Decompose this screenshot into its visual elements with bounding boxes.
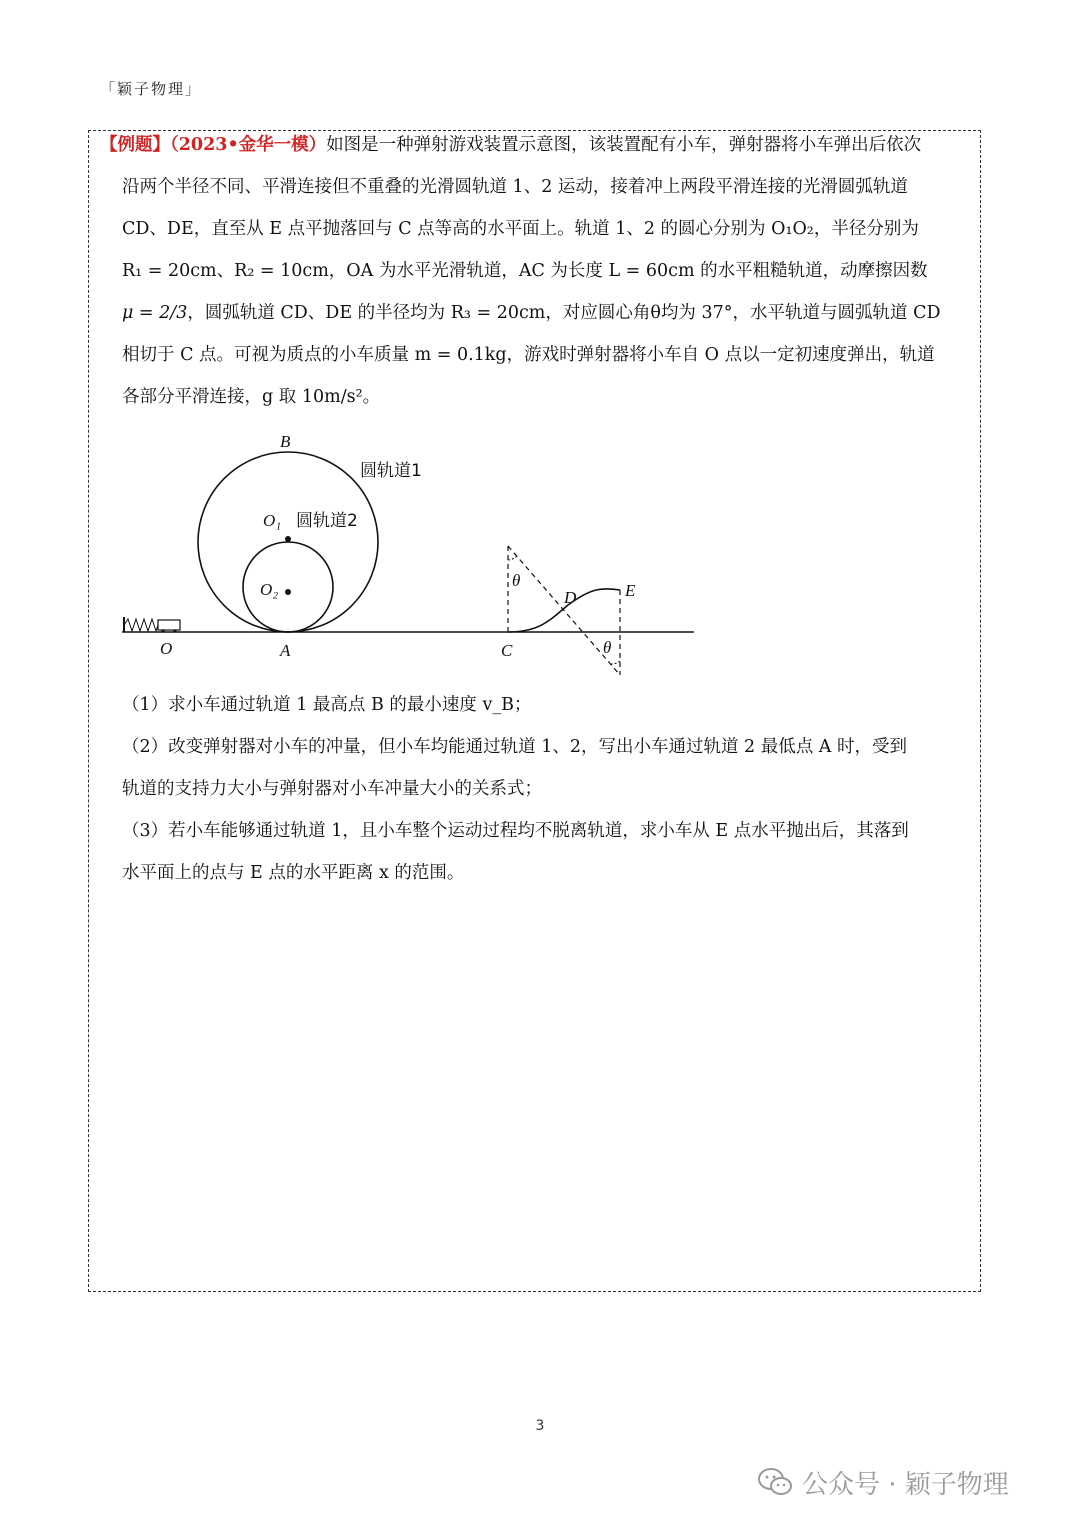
label-O: O bbox=[160, 639, 173, 658]
problem-line-1 bbox=[100, 124, 974, 166]
label-track-2: 圆轨道2 bbox=[296, 511, 358, 531]
problem-line-5 bbox=[122, 292, 974, 334]
spring-launcher bbox=[124, 617, 180, 633]
center-O2 bbox=[285, 589, 291, 595]
label-B: B bbox=[280, 432, 291, 451]
label-C: C bbox=[501, 641, 513, 660]
question-1: （1）求小车通过轨道 1 最高点 B 的最小速度 v_B； bbox=[122, 695, 532, 715]
page-number: 3 bbox=[535, 1418, 545, 1434]
watermark bbox=[758, 1462, 1009, 1502]
label-theta-bottom: θ bbox=[603, 638, 612, 657]
problem-intro: 如图是一种弹射游戏装置示意图，该装置配有小车，弹射器将小车弹出后依次 bbox=[326, 135, 922, 155]
question-3-line-2: 水平面上的点与 E 点的水平距离 x 的范围。 bbox=[122, 863, 465, 883]
watermark-text: 公众号 · 颖子物理 bbox=[802, 1469, 1009, 1500]
question-3-line-1: （3）若小车能够通过轨道 1，且小车整个运动过程均不脱离轨道，求小车从 E 点水平抛出后，其落到 bbox=[122, 821, 909, 841]
problem-text bbox=[100, 124, 974, 418]
question-2-line-1: （2）改变弹射器对小车的冲量，但小车均能通过轨道 1、2，写出小车通过轨道 2 最低点 A 时，受到 bbox=[122, 737, 907, 757]
label-D: D bbox=[564, 588, 577, 607]
label-E: E bbox=[625, 581, 636, 600]
label-theta-top: θ bbox=[512, 571, 521, 590]
center-O1 bbox=[285, 536, 291, 542]
problem-line-4: R₁ = 20cm、R₂ = 10cm，OA 为水平光滑轨道，AC 为长度 L = 60cm 的水平粗糙轨道，动摩擦因数 bbox=[122, 261, 928, 281]
circle-track-2 bbox=[243, 542, 333, 632]
problem-line-3: CD、DE，直至从 E 点平抛落回与 C 点等高的水平面上。轨道 1、2 的圆心分别为 O₁O₂，半径分别为 bbox=[122, 219, 919, 239]
question-2-line-2: 轨道的支持力大小与弹射器对小车冲量大小的关系式； bbox=[122, 779, 542, 799]
label-O1: O₁ bbox=[263, 511, 282, 530]
running-header: 「颖子物理」 bbox=[100, 80, 203, 98]
label-track-1: 圆轨道1 bbox=[360, 461, 422, 481]
problem-line-6: 相切于 C 点。可视为质点的小车质量 m = 0.1kg，游戏时弹射器将小车自 O 点以一定初速度弹出，轨道 bbox=[122, 345, 935, 365]
problem-source: （2023•金华一模） bbox=[170, 135, 327, 155]
problem-tag: 【例题】 bbox=[100, 135, 170, 155]
problem-line-7: 各部分平滑连接，g 取 10m/s²。 bbox=[122, 387, 381, 407]
apparatus-diagram bbox=[110, 425, 710, 675]
label-A: A bbox=[280, 641, 291, 660]
wechat-icon bbox=[758, 1467, 792, 1497]
problem-line-5-text: ，圆弧轨道 CD、DE 的半径均为 R₃ = 20cm，对应圆心角θ均为 37°，水平轨道与圆弧轨道 CD bbox=[187, 303, 941, 323]
label-O2: O₂ bbox=[260, 580, 279, 599]
problem-line-2: 沿两个半径不同、平滑连接但不重叠的光滑圆轨道 1、2 运动，接着冲上两段平滑连接的光滑圆弧轨道 bbox=[122, 177, 908, 197]
mu-formula: μ = 2/3 bbox=[122, 303, 188, 323]
